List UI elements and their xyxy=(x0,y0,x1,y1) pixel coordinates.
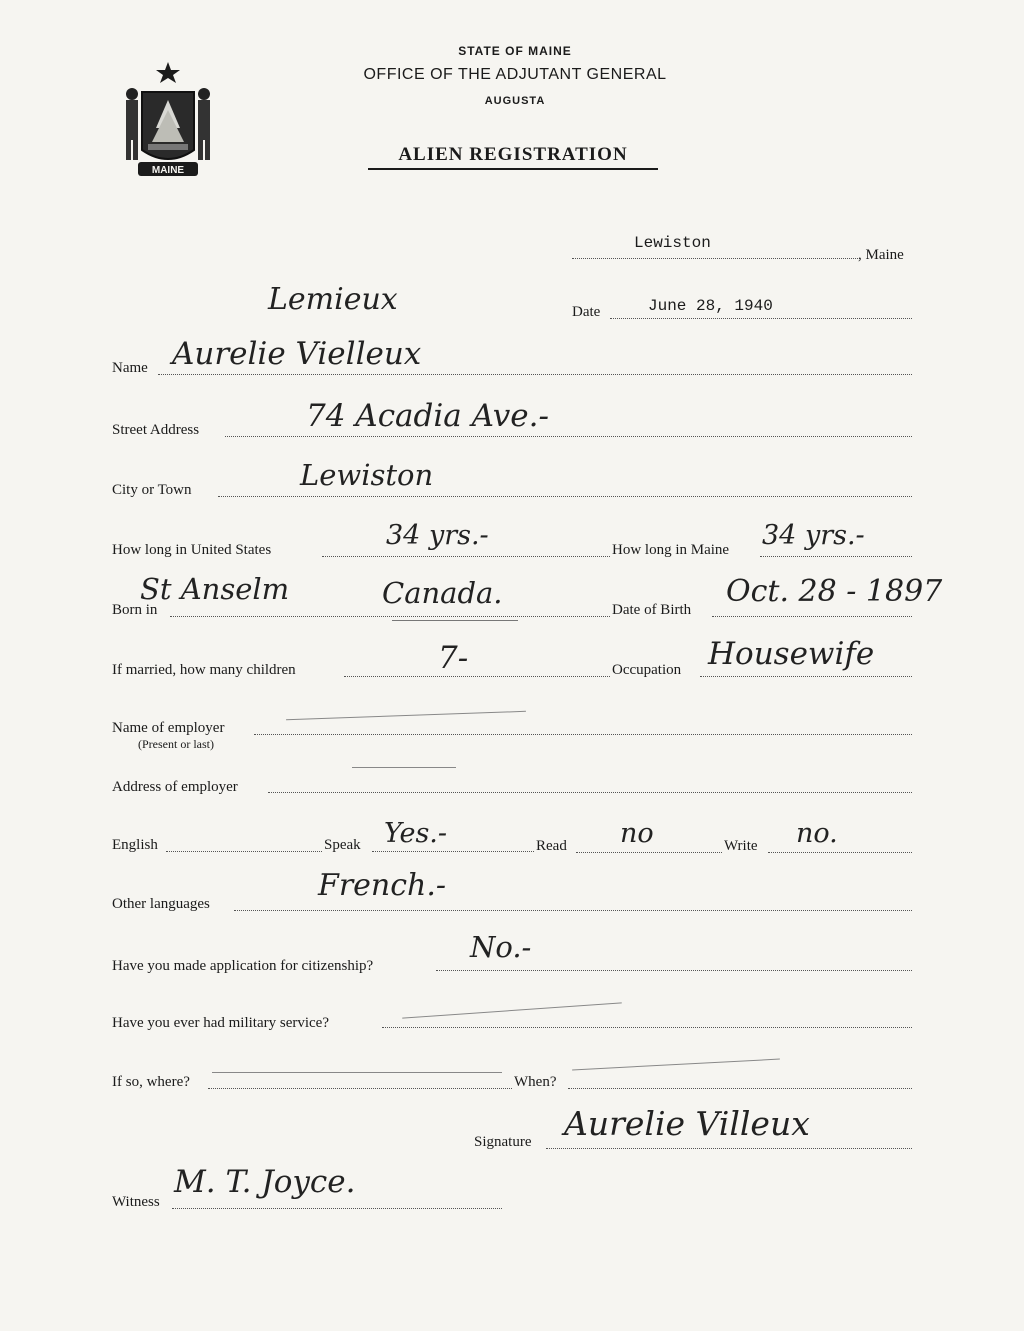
occupation-label: Occupation xyxy=(612,662,682,678)
occupation-value: Housewife xyxy=(708,636,875,672)
military-dash xyxy=(402,1002,622,1018)
when-line xyxy=(568,1088,912,1089)
maine-years-label: How long in Maine xyxy=(612,542,730,558)
employer-address-label: Address of employer xyxy=(112,779,238,795)
write-value: no. xyxy=(796,818,838,849)
city-line xyxy=(218,496,912,497)
read-label: Read xyxy=(536,838,567,854)
employer-line xyxy=(254,734,912,735)
born-label: Born in xyxy=(112,602,158,618)
maine-years-line xyxy=(760,556,912,557)
when-dash xyxy=(572,1059,780,1071)
employer-sublabel: (Present or last) xyxy=(138,737,214,751)
occupation-line xyxy=(700,676,912,677)
english-label: English xyxy=(112,837,158,853)
other-languages-value: French.- xyxy=(318,868,447,903)
dob-value: Oct. 28 - 1897 xyxy=(726,574,943,609)
other-languages-line xyxy=(234,910,912,911)
country-underline xyxy=(392,620,518,621)
children-line xyxy=(344,676,610,677)
city-label: City or Town xyxy=(112,482,192,498)
read-value: no xyxy=(620,818,654,849)
witness-line xyxy=(172,1208,502,1209)
state-seal xyxy=(112,58,224,182)
born-line xyxy=(170,616,610,617)
citizenship-value: No.- xyxy=(470,930,532,964)
us-years-label: How long in United States xyxy=(112,542,272,558)
name-value: Aurelie Vielleux xyxy=(172,336,422,372)
street-value: 74 Acadia Ave.- xyxy=(306,398,549,434)
military-label: Have you ever had military service? xyxy=(112,1015,329,1031)
date-label: Date xyxy=(572,304,601,320)
speak-value: Yes.- xyxy=(384,818,448,849)
us-years-line xyxy=(322,556,610,557)
where-dash xyxy=(212,1072,502,1073)
where-label: If so, where? xyxy=(112,1074,190,1090)
read-line xyxy=(576,852,722,853)
name-line xyxy=(158,374,912,375)
speak-label: Speak xyxy=(324,837,361,853)
children-label: If married, how many children xyxy=(112,662,296,678)
when-label: When? xyxy=(514,1074,557,1090)
children-value: 7- xyxy=(438,640,469,676)
witness-value: M. T. Joyce. xyxy=(174,1164,356,1200)
state-heading: STATE OF MAINE xyxy=(458,44,572,58)
born-place-value: St Anselm xyxy=(140,572,290,606)
citizenship-label: Have you made application for citizenship? xyxy=(112,958,374,974)
born-country-value: Canada. xyxy=(382,576,503,610)
employer-address-dash xyxy=(352,767,456,768)
employer-dash xyxy=(286,711,526,720)
dob-line xyxy=(712,616,912,617)
witness-label: Witness xyxy=(112,1194,160,1210)
employer-label: Name of employer xyxy=(112,720,225,736)
office-heading: OFFICE OF THE ADJUTANT GENERAL xyxy=(363,66,667,83)
us-years-value: 34 yrs.- xyxy=(386,520,489,551)
date-line xyxy=(610,318,912,319)
city-value: Lewiston xyxy=(300,458,434,492)
city-heading: AUGUSTA xyxy=(484,95,546,107)
speak-line xyxy=(372,851,534,852)
signature-value: Aurelie Villeux xyxy=(564,1104,810,1143)
svg-text:MAINE: MAINE xyxy=(151,165,185,176)
street-label: Street Address xyxy=(112,422,200,438)
maine-years-value: 34 yrs.- xyxy=(762,520,865,551)
where-line xyxy=(208,1088,512,1089)
location-line xyxy=(572,258,858,259)
military-line xyxy=(382,1027,912,1028)
street-line xyxy=(225,436,912,437)
location-city-value: Lewiston xyxy=(634,234,711,252)
location-state-label: , Maine xyxy=(858,247,904,263)
dob-label: Date of Birth xyxy=(612,602,692,618)
margin-note: Lemieux xyxy=(268,282,398,317)
write-label: Write xyxy=(724,838,758,854)
signature-label: Signature xyxy=(474,1134,532,1150)
write-line xyxy=(768,852,912,853)
signature-line xyxy=(546,1148,912,1149)
form-title: ALIEN REGISTRATION xyxy=(368,144,658,170)
english-line xyxy=(166,851,322,852)
citizenship-line xyxy=(436,970,912,971)
employer-address-line xyxy=(268,792,912,793)
name-label: Name xyxy=(112,360,148,376)
date-value: June 28, 1940 xyxy=(648,297,773,315)
other-languages-label: Other languages xyxy=(112,896,210,912)
